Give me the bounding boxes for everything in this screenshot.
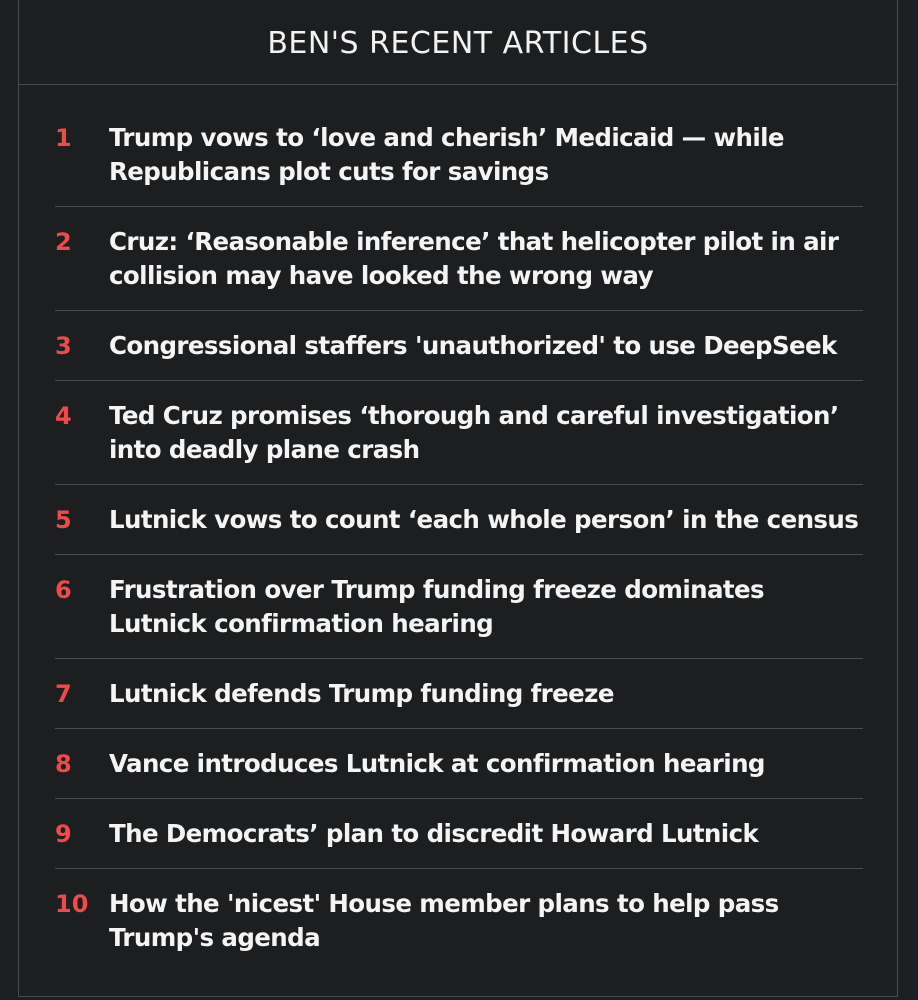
article-list [19,85,897,972]
article-number: 6 [55,576,72,604]
article-number: 3 [55,332,72,360]
article-number: 9 [55,820,72,848]
article-link[interactable]: Ted Cruz promises ‘thorough and careful investigation’ into deadly plane crash [109,401,839,464]
article-link[interactable]: The Democrats’ plan to discredit Howard Lutnick [109,819,759,848]
article-item-3[interactable] [55,311,863,381]
panel-header [19,0,897,85]
article-link[interactable]: Cruz: ‘Reasonable inference’ that helicopter pilot in air collision may have looked the wrong way [109,227,839,290]
article-item-8[interactable] [55,729,863,799]
article-item-1[interactable] [55,85,863,207]
article-number: 8 [55,750,72,778]
article-item-10[interactable] [55,869,863,972]
article-link[interactable]: How the 'nicest' House member plans to help pass Trump's agenda [109,889,779,952]
article-item-5[interactable] [55,485,863,555]
article-item-9[interactable] [55,799,863,869]
article-item-2[interactable] [55,207,863,311]
article-number: 5 [55,506,72,534]
article-number: 1 [55,124,72,152]
recent-articles-panel [18,0,898,997]
article-link[interactable]: Lutnick defends Trump funding freeze [109,679,614,708]
article-number: 10 [55,890,89,918]
article-number: 4 [55,402,72,430]
article-link[interactable]: Lutnick vows to count ‘each whole person’ in the census [109,505,859,534]
article-link[interactable]: Congressional staffers 'unauthorized' to use DeepSeek [109,331,837,360]
article-number: 2 [55,228,72,256]
panel-title: BEN'S RECENT ARTICLES [267,25,649,61]
article-link[interactable]: Vance introduces Lutnick at confirmation hearing [109,749,765,778]
article-item-7[interactable] [55,659,863,729]
article-item-6[interactable] [55,555,863,659]
article-item-4[interactable] [55,381,863,485]
article-link[interactable]: Frustration over Trump funding freeze dominates Lutnick confirmation hearing [109,575,765,638]
article-number: 7 [55,680,72,708]
article-link[interactable]: Trump vows to ‘love and cherish’ Medicaid — while Republicans plot cuts for savings [109,123,784,186]
